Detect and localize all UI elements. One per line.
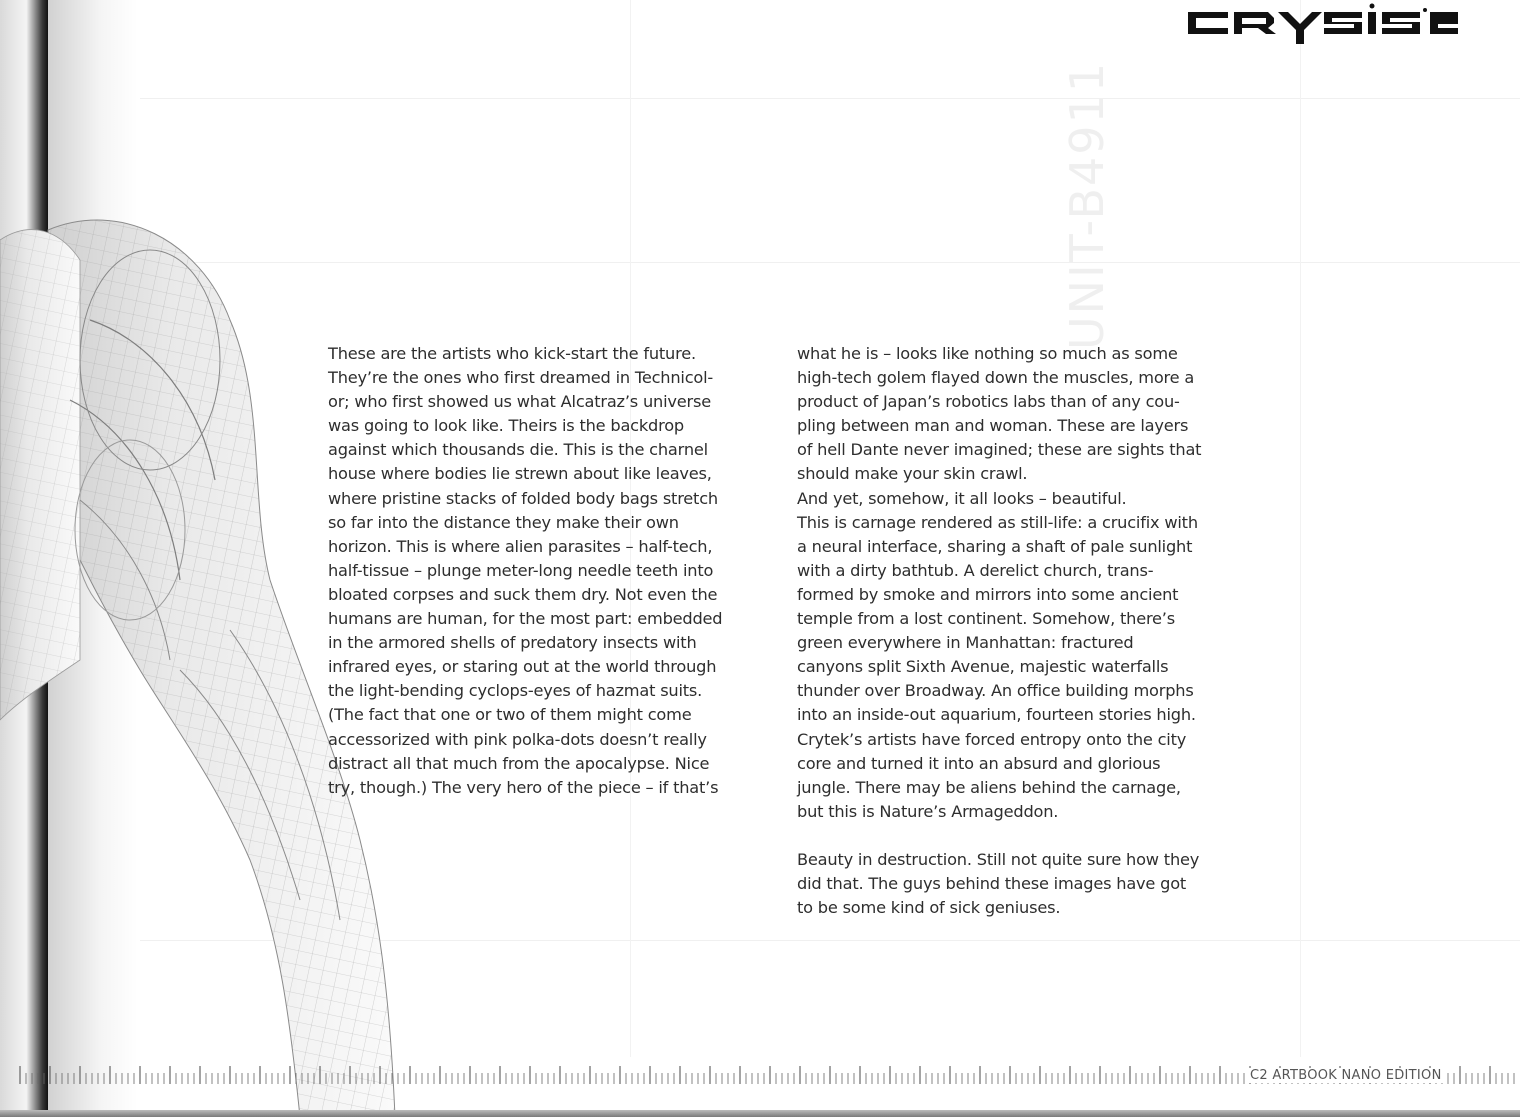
text-line: against which thousands die. This is the charnel bbox=[328, 440, 708, 460]
text-line: high-tech golem flayed down the muscles, more a bbox=[797, 368, 1195, 388]
text-line: in the armored shells of predatory insects with bbox=[328, 633, 697, 653]
text-line: distract all that much from the apocalypse. Nice bbox=[328, 753, 710, 773]
text-line: thunder over Broadway. An office building morphs bbox=[797, 681, 1194, 701]
text-line: green everywhere in Manhattan: fractured bbox=[797, 633, 1134, 653]
text-line: They’re the ones who first dreamed in Technicol- bbox=[328, 368, 714, 388]
text-line: core and turned it into an absurd and glorious bbox=[797, 753, 1161, 773]
text-line: where pristine stacks of folded body bags stretch bbox=[328, 488, 718, 508]
text-line: a neural interface, sharing a shaft of pale sunlight bbox=[797, 536, 1193, 556]
text-line: did that. The guys behind these images have got bbox=[797, 873, 1187, 893]
text-line: with a dirty bathtub. A derelict church, trans- bbox=[797, 560, 1154, 580]
background-watermark-text: UNIT-B4911 bbox=[1060, 60, 1114, 350]
text-line: bloated corpses and suck them dry. Not even the bbox=[328, 584, 718, 604]
body-text-right-column bbox=[797, 342, 1243, 920]
text-line: These are the artists who kick-start the future. bbox=[328, 344, 696, 363]
text-line: jungle. There may be aliens behind the carnage, bbox=[797, 777, 1181, 797]
paragraph-gap bbox=[797, 824, 1243, 848]
crysis-2-logo bbox=[1186, 2, 1460, 46]
text-line: horizon. This is where alien parasites – half-tech, bbox=[328, 536, 713, 556]
text-line: try, though.) The very hero of the piece – if that’s bbox=[328, 777, 719, 797]
text-line: so far into the distance they make their own bbox=[328, 512, 679, 532]
text-line: was going to look like. Theirs is the backdrop bbox=[328, 416, 685, 436]
text-line: to be some kind of sick geniuses. bbox=[797, 898, 1061, 918]
text-line: half-tissue – plunge meter-long needle teeth into bbox=[328, 560, 714, 580]
text-line: what he is – looks like nothing so much as some bbox=[797, 344, 1178, 363]
text-line: (The fact that one or two of them might come bbox=[328, 705, 692, 725]
grid-line bbox=[140, 98, 1520, 99]
text-line: of hell Dante never imagined; these are sights that bbox=[797, 440, 1202, 460]
text-line: but this is Nature’s Armageddon. bbox=[797, 801, 1059, 821]
text-line: the light-bending cyclops-eyes of hazmat suits. bbox=[328, 681, 703, 701]
grid-line bbox=[1300, 0, 1301, 1057]
text-line: infrared eyes, or staring out at the world through bbox=[328, 657, 717, 677]
text-line: temple from a lost continent. Somehow, there’s bbox=[797, 609, 1175, 629]
page-bottom-edge bbox=[0, 1110, 1520, 1117]
text-line: product of Japan’s robotics labs than of any cou- bbox=[797, 392, 1180, 412]
text-line: should make your skin crawl. bbox=[797, 464, 1028, 484]
text-line: or; who first showed us what Alcatraz’s universe bbox=[328, 392, 711, 412]
text-line: accessorized with pink polka-dots doesn’t really bbox=[328, 729, 707, 749]
text-line: canyons split Sixth Avenue, majestic waterfalls bbox=[797, 657, 1169, 677]
text-line: pling between man and woman. These are layers bbox=[797, 416, 1189, 436]
text-line: house where bodies lie strewn about like leaves, bbox=[328, 464, 712, 484]
body-text-left-column bbox=[328, 342, 770, 800]
text-line: into an inside-out aquarium, fourteen stories high. bbox=[797, 705, 1196, 725]
text-line: humans are human, for the most part: embedded bbox=[328, 609, 723, 629]
text-line: Crytek’s artists have forced entropy onto the city bbox=[797, 729, 1187, 749]
text-line: formed by smoke and mirrors into some ancient bbox=[797, 584, 1179, 604]
text-line: Beauty in destruction. Still not quite sure how they bbox=[797, 849, 1200, 869]
text-line: This is carnage rendered as still-life: a crucifix with bbox=[797, 512, 1198, 532]
text-line: And yet, somehow, it all looks – beautiful. bbox=[797, 488, 1127, 508]
footer-edition-label: C2 ARTBOOK NANO EDITION bbox=[1246, 1068, 1446, 1083]
